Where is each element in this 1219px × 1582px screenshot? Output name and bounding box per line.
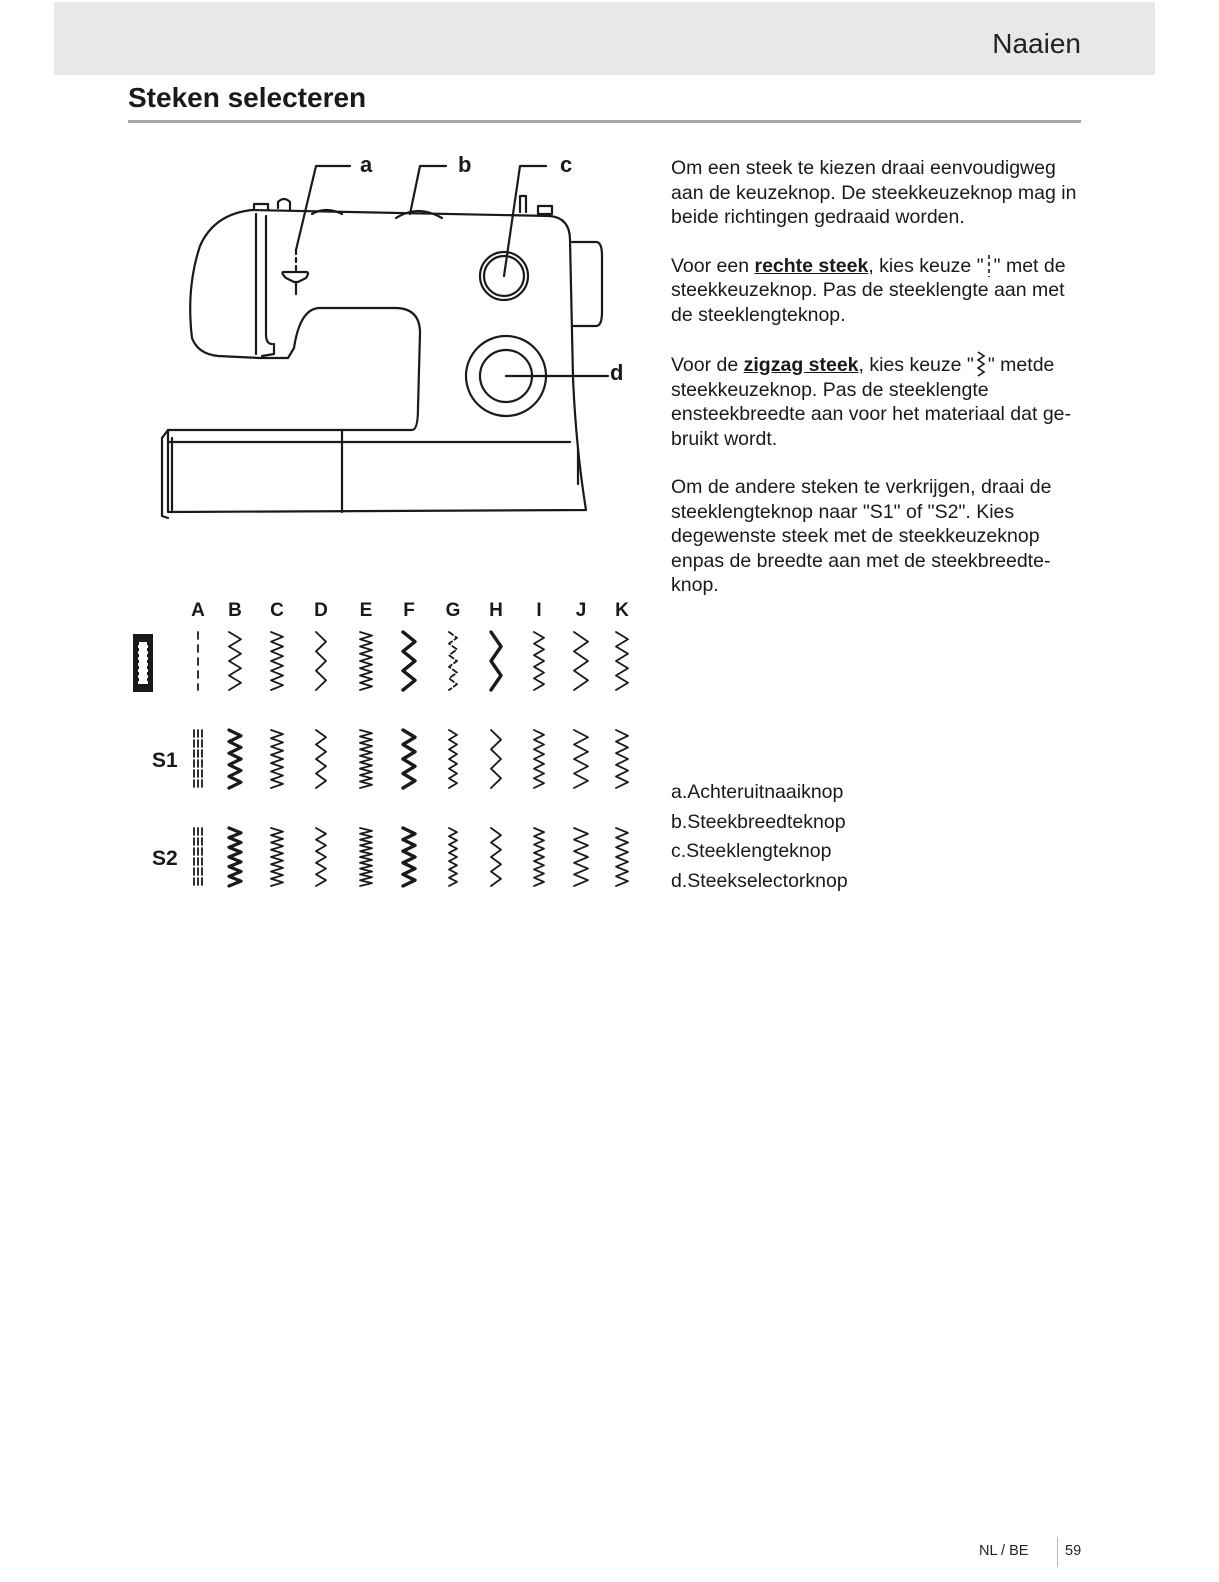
straight-stitch-icon — [984, 254, 994, 278]
stitch-glyph-S2-E — [360, 828, 372, 886]
section-label: Naaien — [992, 28, 1081, 59]
stitch-column-G: G — [445, 600, 461, 621]
stitch-glyph-main-K — [616, 632, 628, 690]
stitch-glyph-S1-J — [574, 730, 588, 788]
stitch-glyph-main-C — [271, 632, 283, 690]
stitch-glyph-S1-D — [316, 730, 326, 788]
reverse-stitch-icon — [133, 634, 153, 692]
parts-legend — [671, 778, 848, 896]
stitch-glyph-S2-F — [403, 828, 415, 886]
stitch-glyph-S1-I — [534, 730, 544, 788]
page-title: Steken selecteren — [128, 82, 367, 113]
stitch-glyph-main-D — [316, 632, 326, 690]
zigzag-stitch-icon — [974, 351, 988, 377]
stitch-glyph-main-I — [534, 632, 544, 690]
paragraph-intro: Om een steek te kiezen draai eenvoudigweg aan de keuzeknop. De steekkeuzeknop mag in beide richtingen gedraaid worden. — [671, 157, 1077, 228]
stitch-column-J: J — [575, 600, 587, 621]
stitch-column-F: F — [403, 600, 415, 621]
callout-a: a — [360, 152, 373, 177]
zigzag-stitch-term: zigzag steek — [743, 354, 859, 376]
stitch-glyph-main-F — [403, 632, 415, 690]
stitch-glyph-S1-F — [403, 730, 415, 788]
stitch-column-D: D — [314, 600, 328, 621]
stitch-glyph-S1-H — [491, 730, 501, 788]
stitch-glyph-S2-C — [271, 828, 283, 886]
stitch-glyph-S2-K — [616, 828, 628, 886]
stitch-glyph-S1-G — [449, 730, 457, 788]
footer-locale: NL / BE — [979, 1543, 1029, 1559]
stitch-glyph-main-G — [449, 632, 457, 690]
stitch-glyph-main-H — [491, 632, 501, 690]
paragraph-other-stitches: Om de andere steken te verkrijgen, draai de steeklengteknop naar "S1" of "S2". Kies degewenste steek met de steekkeuzeknop enpas de breedte aan met de steekbreedte-knop. — [671, 476, 1052, 596]
stitch-column-H: H — [489, 600, 503, 621]
page-footer — [979, 1543, 1082, 1559]
stitch-column-A: A — [191, 600, 205, 621]
stitch-column-K: K — [615, 600, 629, 621]
stitch-row-S1: S1 — [152, 749, 178, 772]
stitch-column-C: C — [270, 600, 284, 621]
stitch-column-E: E — [359, 600, 373, 621]
page-number: 59 — [1065, 1543, 1082, 1559]
stitch-glyph-S2-H — [491, 828, 501, 886]
stitch-glyph-main-E — [360, 632, 372, 690]
callout-b: b — [458, 152, 472, 177]
stitch-column-I: I — [536, 600, 542, 621]
instructions — [671, 156, 1091, 622]
legend-item: b.Steekbreedteknop — [671, 810, 846, 833]
legend-item: d.Steekselectorknop — [671, 869, 848, 892]
callout-d: d — [610, 360, 624, 385]
stitch-glyph-S1-B — [229, 730, 241, 788]
stitch-column-B: B — [228, 600, 242, 621]
stitch-glyph-S2-J — [574, 828, 588, 886]
title-rule — [128, 120, 1081, 123]
paragraph-zigzag-stitch: Voor de zigzag steek, kies keuze " " metde steekkeuzeknop. Pas de steeklengte ensteekbreedte aan voor het materiaal dat ge-bruikt wordt. — [671, 351, 1091, 451]
legend-item: c.Steeklengteknop — [671, 840, 832, 862]
header-band — [54, 2, 1155, 75]
stitch-glyph-S1-E — [360, 730, 372, 788]
legend-item: a.Achteruitnaaiknop — [671, 781, 844, 803]
stitch-glyph-S1-K — [616, 730, 628, 788]
stitch-glyph-main-J — [574, 632, 588, 690]
stitch-glyph-S2-B — [229, 828, 241, 886]
stitch-glyph-S1-A — [194, 730, 202, 787]
stitch-pattern-chart — [128, 592, 648, 902]
paragraph-straight-stitch: Voor een rechte steek, kies keuze " " met de steekkeuzeknop. Pas de steeklengte aan met de steeklengteknop. — [671, 254, 1066, 326]
straight-stitch-term: rechte steek — [754, 254, 869, 277]
stitch-glyph-S2-G — [449, 828, 457, 886]
stitch-glyph-main-B — [229, 632, 241, 690]
stitch-row-S2: S2 — [152, 847, 178, 870]
callout-c: c — [560, 152, 573, 177]
stitch-glyph-S2-I — [534, 828, 544, 886]
stitch-glyph-S2-A — [194, 828, 202, 885]
stitch-glyph-S1-C — [271, 730, 283, 788]
sewing-machine-illustration — [150, 148, 640, 528]
footer-divider — [1057, 1537, 1058, 1567]
stitch-glyph-S2-D — [316, 828, 326, 886]
